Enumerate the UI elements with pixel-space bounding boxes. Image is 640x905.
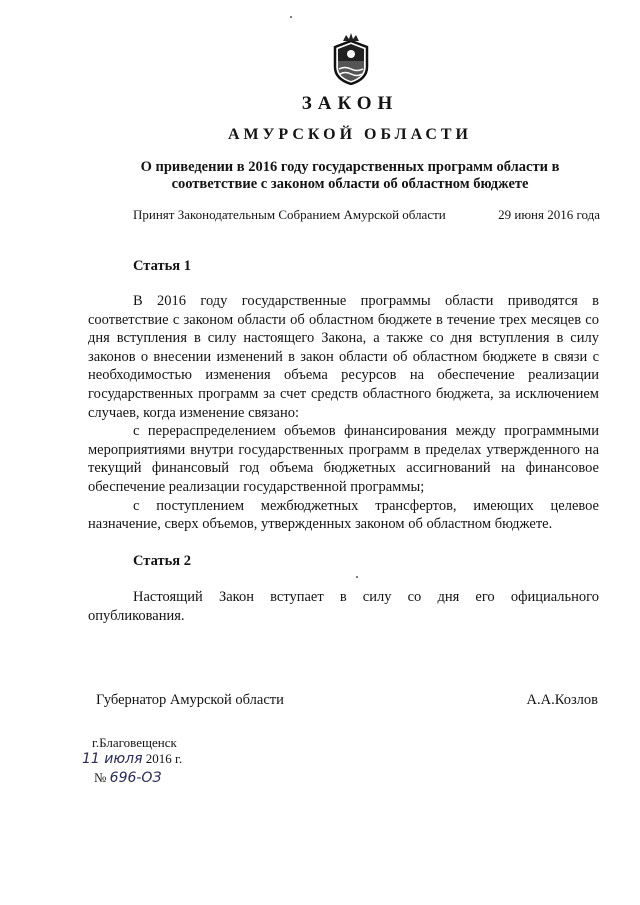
signing-date <box>82 751 182 767</box>
article-1-paragraph: В 2016 году государственные программы области приводятся в соответствие с законом области об областном бюджете в течение трех месяцев со дня вступления в силу настоящего Закона, а также со дня вступления в силу законов о внесении изменений в закон области об областном бюджете в связи с необходимостью изменения объема ресурсов на обеспечение реализации государственных программ за счет средств областного бюджета, за исключением случаев, когда изменение связано: <box>88 293 599 421</box>
handwritten-date: 11 июля <box>82 751 143 767</box>
article-1-paragraph: с поступлением межбюджетных трансфертов, имеющих целевое назначение, сверх объемов, утвержденных законом об областном бюджете. <box>88 497 599 533</box>
signatory-title: Губернатор Амурской области <box>96 692 284 708</box>
scan-speck <box>290 16 292 18</box>
document-title: ЗАКОН <box>301 93 399 114</box>
signatory-name: А.А.Козлов <box>526 692 598 708</box>
law-number <box>94 770 161 786</box>
adoption-date: 29 июня 2016 года <box>498 207 600 222</box>
coat-of-arms-icon <box>327 33 375 85</box>
article-1-body <box>88 292 599 534</box>
article-1-paragraph: с перераспределением объемов финансирования между программными мероприятиями внутри государственных программ в пределах утвержденного на текущий финансовый год объема бюджетных ассигнований на финансовое обеспечение реализации государственной программы; <box>88 423 599 495</box>
number-sign: № <box>94 770 107 785</box>
adoption-statement: Принят Законодательным Собранием Амурской области <box>133 207 446 222</box>
article-2-body <box>88 588 599 625</box>
article-1-heading: Статья 1 <box>133 258 191 274</box>
article-2-paragraph: Настоящий Закон вступает в силу со дня его официального опубликования. <box>88 589 599 624</box>
scan-speck <box>356 576 358 578</box>
signing-year: 2016 г. <box>145 751 183 766</box>
article-2-heading: Статья 2 <box>133 553 191 569</box>
city-of-signing: г.Благовещенск <box>92 735 177 750</box>
handwritten-number: 696-ОЗ <box>109 770 162 786</box>
law-subtitle: О приведении в 2016 году государственных программ области в соответствие с законом области об областном бюджете <box>140 159 560 192</box>
region-title: АМУРСКОЙ ОБЛАСТИ <box>228 126 472 143</box>
